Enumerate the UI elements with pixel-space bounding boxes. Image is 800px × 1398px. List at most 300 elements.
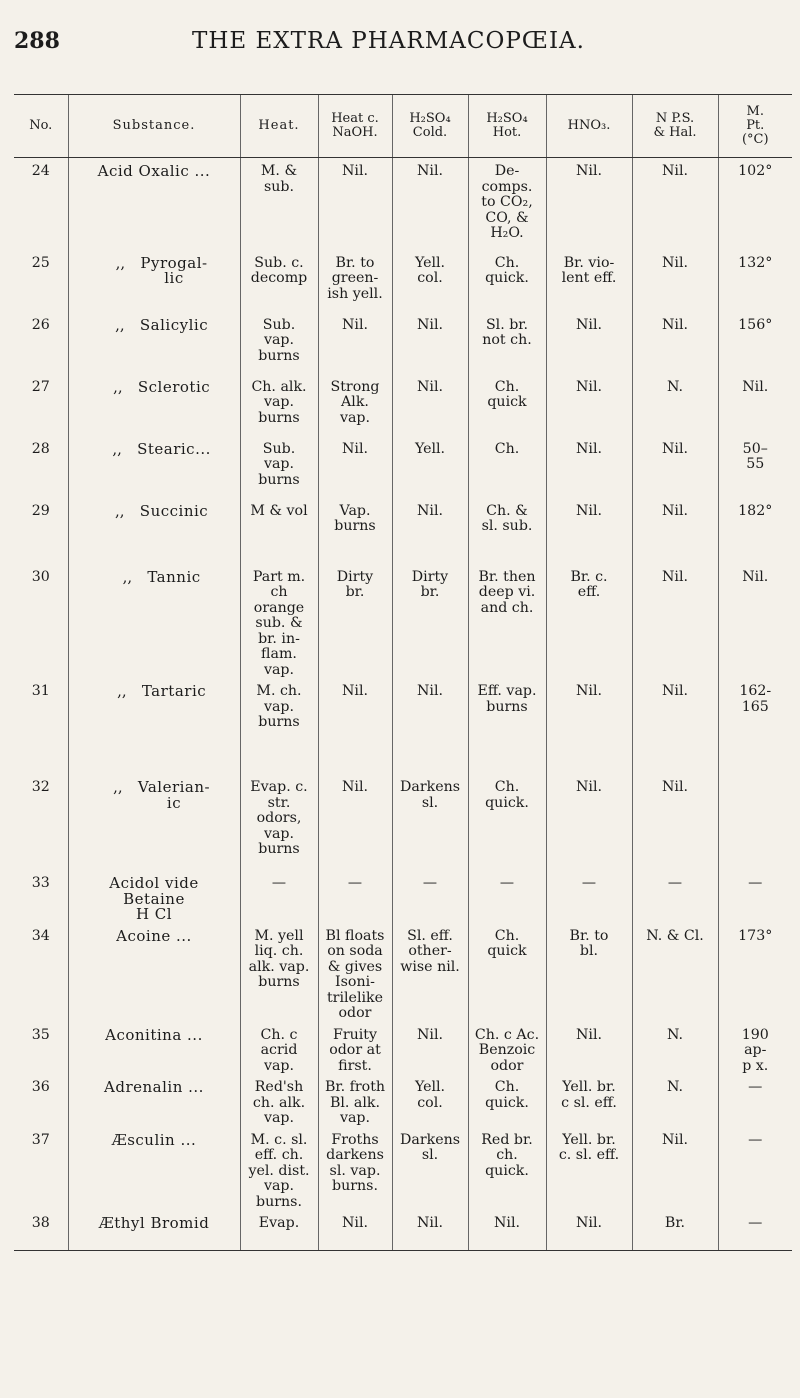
row-number [14,250,68,312]
nps-hal-result [632,774,718,870]
h2so4-hot-reaction [468,436,546,498]
table-row [14,250,792,312]
hno3-reaction [546,1210,632,1250]
row-number [14,1210,68,1250]
heat-reaction [240,870,318,923]
heat-reaction-text: Part m. ch orange sub. & br. in- flam. vap. [252,568,306,678]
row-number [14,312,68,374]
nps-hal-result-text: Nil. [662,163,688,179]
substance-name [68,564,240,679]
naoh-reaction [318,1074,392,1127]
nps-hal-result-text: N. [666,378,683,395]
nps-hal-result [632,498,718,564]
running-title: THE EXTRA PHARMACOPŒIA. [192,28,585,54]
substance-name [68,923,240,1022]
h2so4-cold-reaction-text: Nil. [417,683,443,699]
hno3-reaction-text: Br. vio- lent eff. [561,254,617,286]
substance-label: Tartaric [141,682,207,700]
melting-point-text: 132° [738,254,773,271]
naoh-reaction [318,250,392,312]
naoh-reaction-text: Nil. [342,683,368,699]
h2so4-hot-reaction [468,374,546,436]
heat-reaction-text: Ch. c acrid vap. [260,1026,298,1074]
heat-reaction-text: M. & sub. [260,163,298,195]
ditto-mark: ,, [117,682,127,700]
col-header-substance: Substance. [68,95,240,158]
naoh-reaction-text: Nil. [342,440,368,457]
nps-hal-result-text: Nil. [662,568,688,585]
naoh-reaction [318,1210,392,1250]
h2so4-cold-reaction [392,1022,468,1075]
col-header-melting-point: M. Pt. (°C) [718,95,792,158]
h2so4-hot-reaction [468,678,546,774]
h2so4-cold-reaction-text: Nil. [417,316,443,333]
h2so4-hot-reaction-text: Eff. vap. burns [477,683,537,715]
hno3-reaction-text: Nil. [576,440,602,457]
row-number [14,1127,68,1211]
melting-point-text: — [748,1215,763,1231]
h2so4-cold-reaction-text: Dirty br. [411,568,449,600]
h2so4-hot-reaction-text: De- comps. to CO₂, CO, & H₂O. [481,163,533,241]
table-row [14,1022,792,1075]
heat-reaction-text: Ch. alk. vap. burns [251,378,307,426]
h2so4-cold-reaction-text: Yell. col. [414,254,446,286]
h2so4-cold-reaction-text: Yell. col. [414,1079,446,1111]
melting-point [718,774,792,870]
nps-hal-result [632,374,718,436]
heat-reaction [240,1127,318,1211]
hno3-reaction-text: Nil. [576,683,602,699]
h2so4-cold-reaction [392,158,468,250]
hno3-reaction-text: Br. c. eff. [570,568,608,600]
melting-point-text: 173° [738,927,773,944]
substance-name [68,436,240,498]
row-number [14,564,68,679]
naoh-reaction-text: Froths darkens sl. vap. burns. [326,1131,384,1194]
substance-name [68,678,240,774]
naoh-reaction-text: Nil. [342,779,368,795]
row-number-text: 26 [31,316,50,333]
h2so4-cold-reaction [392,250,468,312]
h2so4-cold-reaction [392,436,468,498]
h2so4-cold-reaction-text: — [422,875,438,891]
substance-label: Acidol vide Betaine H Cl [109,874,199,923]
melting-point [718,1022,792,1075]
h2so4-hot-reaction-text: Ch. quick. [485,779,529,811]
melting-point [718,250,792,312]
ditto-mark: ,, [115,315,125,334]
substance-name [68,774,240,870]
heat-reaction-text: Evap. [258,1215,300,1231]
hno3-reaction [546,678,632,774]
h2so4-cold-reaction [392,1127,468,1211]
naoh-reaction-text: Nil. [342,316,368,333]
hno3-reaction-text: Br. to bl. [569,927,609,959]
h2so4-hot-reaction-text: Ch. c Ac. Benzoic odor [474,1026,540,1074]
melting-point-text: 162- 165 [739,683,772,715]
h2so4-hot-reaction [468,1074,546,1127]
hno3-reaction-text: Yell. br. c sl. eff. [561,1079,617,1111]
naoh-reaction [318,870,392,923]
heat-reaction-text: M. yell liq. ch. alk. vap. burns [248,927,310,990]
table-row [14,436,792,498]
row-number [14,158,68,250]
nps-hal-result [632,678,718,774]
melting-point [718,870,792,923]
substance-label: Sclerotic [137,377,211,396]
melting-point-text: Nil. [742,378,769,395]
h2so4-hot-reaction [468,923,546,1022]
naoh-reaction [318,564,392,679]
row-number [14,1022,68,1075]
hno3-reaction [546,158,632,250]
nps-hal-result [632,250,718,312]
h2so4-hot-reaction [468,564,546,679]
row-number-text: 35 [31,1026,50,1043]
heat-reaction-text: M. ch. vap. burns [256,683,302,730]
table-row [14,312,792,374]
row-number-text: 38 [31,1215,50,1231]
heat-reaction [240,1210,318,1250]
h2so4-cold-reaction-text: Nil. [417,378,443,395]
h2so4-hot-reaction [468,1210,546,1250]
naoh-reaction [318,1127,392,1211]
substance-label: Succinic [139,501,209,520]
substance-name [68,498,240,564]
h2so4-hot-reaction [468,250,546,312]
nps-hal-result [632,564,718,679]
h2so4-cold-reaction [392,374,468,436]
melting-point [718,1210,792,1250]
naoh-reaction-text: Vap. burns [334,502,376,534]
hno3-reaction [546,374,632,436]
heat-reaction-text: Sub. vap. burns [258,440,300,488]
heat-reaction [240,923,318,1022]
row-number-text: 32 [31,779,50,795]
melting-point [718,923,792,1022]
h2so4-hot-reaction-text: Ch. quick [487,927,527,959]
h2so4-hot-reaction-text: Ch. quick. [485,1079,529,1111]
substance-name [68,312,240,374]
hno3-reaction-text: Nil. [576,163,602,179]
h2so4-hot-reaction-text: Red br. ch. quick. [481,1131,533,1179]
melting-point-text: 50– 55 [742,440,768,472]
substance-label: Salicylic [139,315,209,334]
ditto-mark: ,, [112,439,122,458]
nps-hal-result-text: Nil. [662,779,688,795]
melting-point-text: 102° [738,163,773,179]
substance-name [68,1074,240,1127]
naoh-reaction [318,436,392,498]
substance-label: Aconitina ... [105,1025,203,1044]
hno3-reaction [546,870,632,923]
hno3-reaction-text: Nil. [576,502,602,519]
heat-reaction [240,774,318,870]
melting-point [718,678,792,774]
h2so4-cold-reaction-text: Nil. [417,1215,443,1231]
substance-label: Acid Oxalic ... [97,162,211,180]
h2so4-hot-reaction-text: Ch. [494,440,520,457]
ditto-mark: ,, [115,253,126,272]
h2so4-hot-reaction [468,1022,546,1075]
naoh-reaction-text: — [347,875,363,891]
h2so4-cold-reaction-text: Yell. [414,440,446,457]
row-number-text: 36 [31,1079,50,1095]
page-number: 288 [14,28,60,54]
h2so4-cold-reaction [392,678,468,774]
nps-hal-result-text: Nil. [662,440,688,457]
heat-reaction-text: M. c. sl. eff. ch. yel. dist. vap. burns. [248,1131,310,1210]
hno3-reaction [546,436,632,498]
heat-reaction [240,564,318,679]
row-number [14,774,68,870]
melting-point [718,564,792,679]
nps-hal-result [632,1210,718,1250]
melting-point-text: — [748,875,763,891]
substance-label: Stearic... [137,439,211,458]
melting-point [718,158,792,250]
substance-label: Tannic [147,567,201,586]
naoh-reaction [318,678,392,774]
hno3-reaction [546,1074,632,1127]
substance-name [68,1022,240,1075]
naoh-reaction [318,374,392,436]
nps-hal-result [632,870,718,923]
col-header-hno3: HNO₃. [546,95,632,158]
naoh-reaction-text: Fruity odor at first. [329,1026,381,1074]
nps-hal-result-text: Br. [664,1215,686,1231]
row-number-text: 24 [31,163,50,179]
heat-reaction-text: Red'sh ch. alk. vap. [252,1079,306,1126]
col-header-no: No. [14,95,68,158]
reactions-table [14,94,792,1251]
heat-reaction-text: — [271,875,287,891]
h2so4-hot-reaction-text: Br. then deep vi. and ch. [478,568,536,616]
col-header-heat-naoh: Heat c. NaOH. [318,95,392,158]
ditto-mark: ,, [122,567,133,586]
substance-label: Æthyl Bromid [98,1214,210,1232]
h2so4-cold-reaction-text: Sl. eff. other- wise nil. [400,927,460,975]
h2so4-cold-reaction-text: Nil. [417,1026,443,1043]
substance-name [68,1127,240,1211]
row-number [14,498,68,564]
heat-reaction-text: Evap. c. str. odors, vap. burns [250,779,308,857]
hno3-reaction [546,312,632,374]
h2so4-hot-reaction [468,158,546,250]
heat-reaction [240,374,318,436]
h2so4-cold-reaction [392,1074,468,1127]
row-number-text: 28 [31,440,50,457]
h2so4-hot-reaction-text: — [499,875,515,891]
nps-hal-result [632,312,718,374]
melting-point [718,498,792,564]
col-header-heat: Heat. [240,95,318,158]
h2so4-hot-reaction [468,312,546,374]
substance-name [68,1210,240,1250]
h2so4-cold-reaction-text: Nil. [417,502,443,519]
naoh-reaction-text: Br. to green- ish yell. [327,254,383,302]
row-number [14,1074,68,1127]
hno3-reaction [546,564,632,679]
h2so4-hot-reaction [468,870,546,923]
melting-point-text: 182° [738,502,773,519]
heat-reaction-text: Sub. vap. burns [258,316,300,364]
melting-point [718,1127,792,1211]
h2so4-cold-reaction [392,498,468,564]
heat-reaction [240,158,318,250]
hno3-reaction-text: Nil. [576,316,602,333]
nps-hal-result-text: Nil. [662,683,688,699]
nps-hal-result-text: N. [666,1026,683,1043]
h2so4-hot-reaction-text: Ch. quick [487,378,527,410]
heat-reaction [240,1022,318,1075]
substance-label: Acoine ... [116,926,192,945]
row-number [14,870,68,923]
hno3-reaction [546,250,632,312]
heat-reaction [240,498,318,564]
hno3-reaction-text: Nil. [576,378,602,395]
table-row [14,374,792,436]
nps-hal-result-text: — [667,875,683,891]
col-header-nps-hal: N P.S. & Hal. [632,95,718,158]
row-number-text: 30 [31,568,50,585]
h2so4-hot-reaction-text: Ch. & sl. sub. [481,502,533,534]
row-number-text: 37 [31,1131,50,1148]
col-header-h2so4-hot: H₂SO₄ Hot. [468,95,546,158]
heat-reaction [240,436,318,498]
substance-label: Æsculin ... [111,1130,197,1149]
nps-hal-result-text: N. & Cl. [646,927,704,944]
nps-hal-result-text: N. [666,1079,683,1095]
heat-reaction [240,1074,318,1127]
hno3-reaction-text: Yell. br. c. sl. eff. [558,1131,620,1163]
h2so4-hot-reaction [468,774,546,870]
naoh-reaction-text: Bl floats on soda & gives Isoni- trilelike odor [325,927,385,1021]
naoh-reaction-text: Br. froth Bl. alk. vap. [324,1079,386,1126]
row-number-text: 34 [31,927,50,944]
ditto-mark: ,, [113,377,123,396]
naoh-reaction-text: Strong Alk. vap. [330,378,380,426]
naoh-reaction-text: Nil. [342,163,368,179]
table-row [14,564,792,679]
naoh-reaction [318,1022,392,1075]
naoh-reaction [318,923,392,1022]
melting-point-text: 156° [738,316,773,333]
page-header [0,28,800,68]
h2so4-hot-reaction-text: Ch. quick. [485,254,529,286]
naoh-reaction [318,312,392,374]
nps-hal-result [632,158,718,250]
row-number-text: 27 [31,378,50,395]
hno3-reaction-text: Nil. [576,1026,602,1043]
row-number-text: 29 [31,502,50,519]
h2so4-cold-reaction [392,870,468,923]
h2so4-hot-reaction-text: Sl. br. not ch. [482,316,532,348]
melting-point-text: — [748,1079,763,1095]
nps-hal-result [632,1074,718,1127]
naoh-reaction [318,774,392,870]
table-row [14,923,792,1022]
naoh-reaction [318,158,392,250]
h2so4-cold-reaction [392,1210,468,1250]
substance-name [68,870,240,923]
nps-hal-result [632,436,718,498]
table-row [14,678,792,774]
row-number [14,374,68,436]
h2so4-hot-reaction-text: Nil. [494,1215,520,1231]
melting-point-text: Nil. [742,568,769,585]
h2so4-cold-reaction-text: Nil. [417,163,443,179]
table-row [14,774,792,870]
h2so4-cold-reaction-text: Darkens sl. [399,1131,461,1163]
substance-name [68,374,240,436]
heat-reaction-text: Sub. c. decomp [250,254,308,286]
row-number [14,923,68,1022]
h2so4-cold-reaction [392,564,468,679]
nps-hal-result-text: Nil. [662,316,688,333]
h2so4-cold-reaction [392,774,468,870]
ditto-mark: ,, [113,778,123,796]
melting-point-text: — [748,1131,763,1148]
h2so4-cold-reaction-text: Darkens sl. [399,779,461,811]
row-number-text: 25 [31,254,50,271]
melting-point-text: 190 ap- p x. [741,1026,769,1074]
naoh-reaction [318,498,392,564]
hno3-reaction [546,923,632,1022]
melting-point [718,312,792,374]
h2so4-cold-reaction [392,312,468,374]
substance-label: Valerian- ic [137,778,211,812]
hno3-reaction-text: — [581,875,597,891]
nps-hal-result [632,1022,718,1075]
row-number [14,678,68,774]
substance-label: Adrenalin ... [104,1078,204,1096]
naoh-reaction-text: Nil. [342,1215,368,1231]
h2so4-cold-reaction [392,923,468,1022]
hno3-reaction [546,1022,632,1075]
nps-hal-result [632,923,718,1022]
heat-reaction [240,678,318,774]
nps-hal-result-text: Nil. [662,1131,688,1148]
hno3-reaction [546,498,632,564]
melting-point [718,374,792,436]
substance-name [68,250,240,312]
nps-hal-result-text: Nil. [662,254,688,271]
table-row [14,1127,792,1211]
row-number-text: 31 [31,683,50,699]
hno3-reaction [546,1127,632,1211]
naoh-reaction-text: Dirty br. [336,568,374,600]
h2so4-hot-reaction [468,498,546,564]
table-row [14,1074,792,1127]
substance-name [68,158,240,250]
nps-hal-result-text: Nil. [662,502,688,519]
row-number [14,436,68,498]
hno3-reaction-text: Nil. [576,779,602,795]
h2so4-hot-reaction [468,1127,546,1211]
heat-reaction [240,250,318,312]
substance-label: Pyrogal- lic [140,253,208,287]
heat-reaction-text: M & vol [250,502,308,519]
nps-hal-result [632,1127,718,1211]
row-number-text: 33 [31,875,50,891]
melting-point [718,1074,792,1127]
table-row [14,870,792,923]
col-header-h2so4-cold: H₂SO₄ Cold. [392,95,468,158]
ditto-mark: ,, [115,501,125,520]
table-body [14,158,792,1251]
table-row [14,158,792,250]
